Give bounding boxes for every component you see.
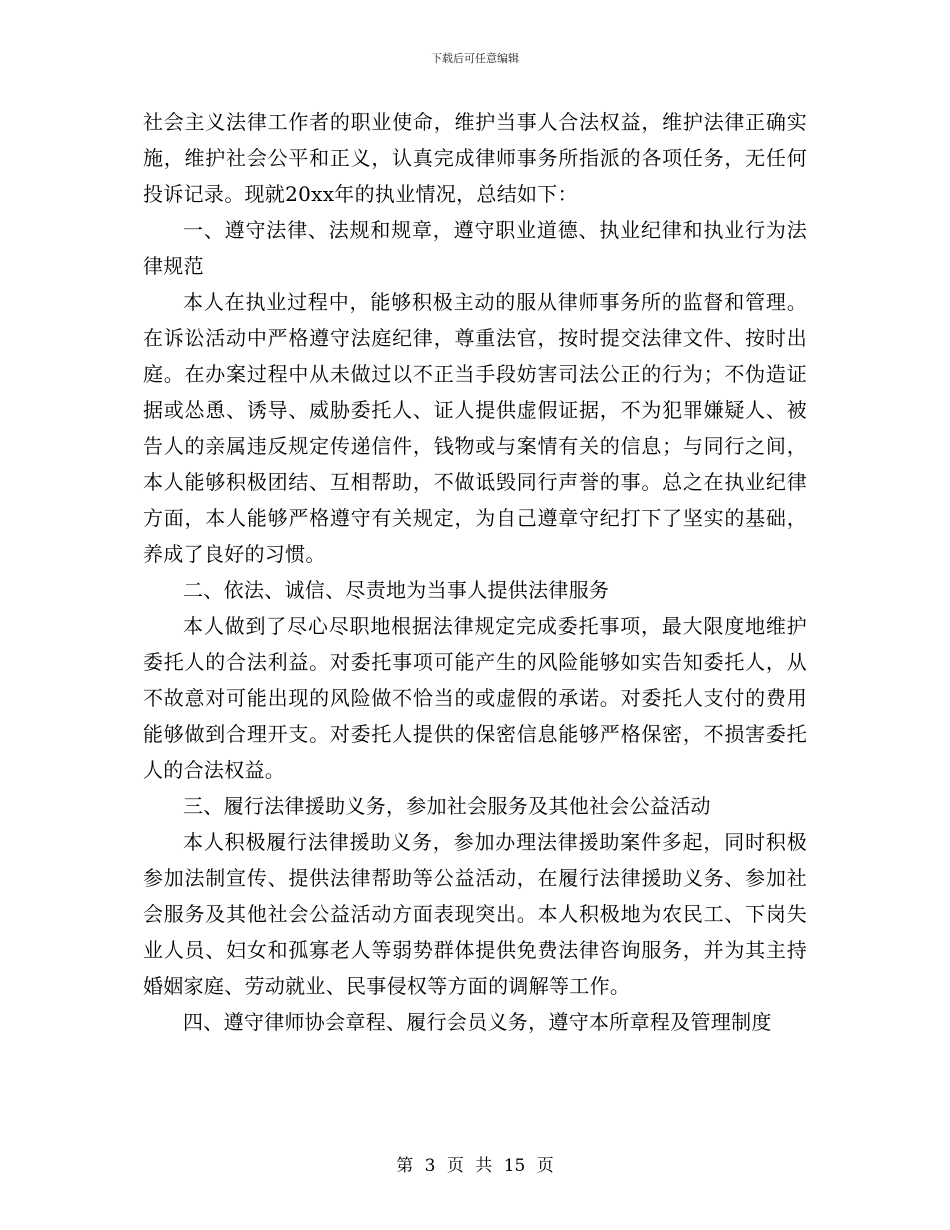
- page-header: 下载后可任意编辑: [431, 52, 519, 65]
- section-heading-3: 三、履行法律援助义务，参加社会服务及其他社会公益活动: [183, 794, 711, 818]
- paragraph-section-3: 本人积极履行法律援助义务，参加办理法律援助案件多起，同时积极参加法制宣传、提供法律帮助等公益活动，在履行法律援助义务、参加社会服务及其他社会公益活动方面表现突出。本人积极地为农民工、下岗失业人员、妇女和孤寡老人等弱势群体提供免费法律咨询服务，并为其主持婚姻家庭、劳动就业、民事侵权等方面的调解等工作。: [143, 830, 807, 998]
- section-heading-1: 一、遵守法律、法规和规章，遵守职业道德、执业纪律和执业行为法律规范: [143, 218, 807, 278]
- document-body: [143, 104, 807, 1040]
- page-number-footer: 第 3 页 共 15 页: [396, 1156, 554, 1176]
- section-heading-4: 四、遵守律师协会章程、履行会员义务，遵守本所章程及管理制度: [183, 1010, 772, 1034]
- paragraph-intro-continuation: 社会主义法律工作者的职业使命，维护当事人合法权益，维护法律正确实施，维护社会公平和正义，认真完成律师事务所指派的各项任务，无任何投诉记录。现就20xx年的执业情况，总结如下：: [143, 110, 807, 206]
- paragraph-section-2: 本人做到了尽心尽职地根据法律规定完成委托事项，最大限度地维护委托人的合法利益。对委托事项可能产生的风险能够如实告知委托人，从不故意对可能出现的风险做不恰当的或虚假的承诺。对委托人支付的费用能够做到合理开支。对委托人提供的保密信息能够严格保密，不损害委托人的合法权益。: [143, 614, 807, 782]
- section-heading-2: 二、依法、诚信、尽责地为当事人提供法律服务: [183, 578, 610, 602]
- paragraph-section-1: 本人在执业过程中，能够积极主动的服从律师事务所的监督和管理。在诉讼活动中严格遵守法庭纪律，尊重法官，按时提交法律文件、按时出庭。在办案过程中从未做过以不正当手段妨害司法公正的行为；不伪造证据或怂恿、诱导、威胁委托人、证人提供虚假证据，不为犯罪嫌疑人、被告人的亲属违反规定传递信件，钱物或与案情有关的信息；与同行之间，本人能够积极团结、互相帮助，不做诋毁同行声誉的事。总之在执业纪律方面，本人能够严格遵守有关规定，为自己遵章守纪打下了坚实的基础，养成了良好的习惯。: [143, 290, 807, 566]
